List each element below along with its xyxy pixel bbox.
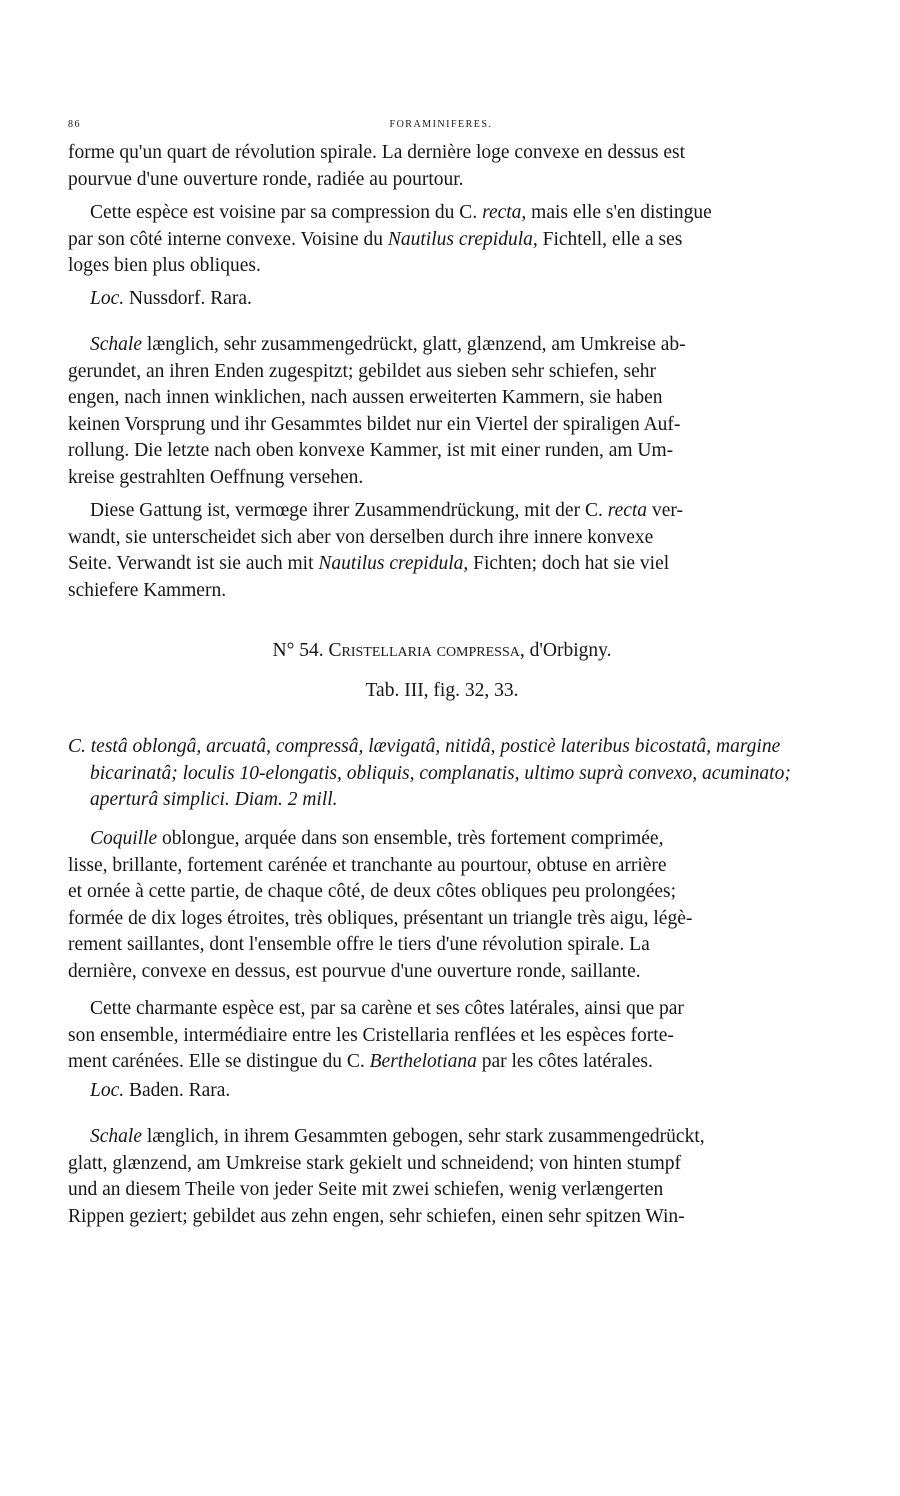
text-line: Coquille oblongue, arquée dans son ensemble, très fortement comprimée, [90,828,664,849]
running-title: FORAMINIFERES. [389,119,493,130]
locality-line: Loc. Nussdorf. Rara. [90,288,252,309]
text-line: Schale længlich, sehr zusammengedrückt, glatt, glænzend, am Umkreise ab- [90,334,686,355]
paragraph-fr-continued [68,140,816,193]
text-line: Seite. Verwandt ist sie auch mit Nautilus crepidula, Fichten; doch hat sie viel [68,553,670,575]
text-line: rement saillantes, dont l'ensemble offre le tiers d'une révolution spirale. La [68,934,650,956]
species-heading: N° 54. Cristellaria compressa, d'Orbigny. [272,640,612,661]
text-line: dernière, convexe en dessus, est pourvue d'une ouverture ronde, saillante. [68,960,641,982]
text-line: Diese Gattung ist, vermœge ihrer Zusammendrückung, mit der C. recta ver- [90,500,683,521]
plate-reference: Tab. III, fig. 32, 33. [365,680,519,701]
locality-line: Loc. Baden. Rara. [90,1080,231,1101]
text-line: kreise gestrahlten Oeffnung versehen. [68,466,364,488]
text-line: C. testâ oblongâ, arcuatâ, compressâ, lævigatâ, nitidâ, posticè lateribus bicostatâ, margine [68,736,781,757]
text-line: glatt, glænzend, am Umkreise stark gekielt und schneidend; von hinten stumpf [68,1152,682,1174]
text-line: par son côté interne convexe. Voisine du Nautilus crepidula, Fichtell, elle a ses [68,228,683,250]
text-line: rollung. Die letzte nach oben konvexe Kammer, ist mit einer runden, am Um- [68,440,674,462]
latin-diagnosis [68,734,816,814]
text-line: ment carénées. Elle se distingue du C. Berthelotiana par les côtes latérales. [68,1051,653,1073]
text-line: aperturâ simplici. Diam. 2 mill. [90,789,338,811]
species-name: Cristellaria compressa [328,640,520,661]
text-line: et ornée à cette partie, de chaque côté, de deux côtes obliques peu prolongées; [68,881,677,903]
paragraph-fr-remarks [68,996,816,1076]
text-line: und an diesem Theile von jeder Seite mit zwei schiefen, wenig verlængerten [68,1179,664,1201]
text-line: schiefere Kammern. [68,579,227,601]
text-line: formée de dix loges étroites, très obliques, présentant un triangle très aigu, légè- [68,907,693,929]
text-line: engen, nach innen winklichen, nach aussen erweiterten Kammern, sie haben [68,387,663,409]
paragraph-de-description [68,332,816,492]
paragraph-fr-description [68,826,816,986]
page-header [68,119,814,135]
text-line: forme qu'un quart de révolution spirale. La dernière loge convexe en dessus est [68,142,686,163]
page-number: 86 [68,119,81,130]
text-line: wandt, sie unterscheidet sich aber von derselben durch ihre innere konvexe [68,526,654,548]
text-line: Schale længlich, in ihrem Gesammten gebogen, sehr stark zusammengedrückt, [90,1126,705,1147]
text-line: pourvue d'une ouverture ronde, radiée au pourtour. [68,168,464,190]
text-line: loges bien plus obliques. [68,255,261,277]
paragraph-fr-comparison [68,200,816,280]
text-line: Cette espèce est voisine par sa compression du C. recta, mais elle s'en distingue [90,202,712,223]
text-line: lisse, brillante, fortement carénée et tranchante au pourtour, obtuse en arrière [68,854,667,876]
text-line: keinen Vorsprung und ihr Gesammtes bildet nur ein Viertel der spiraligen Auf- [68,413,681,435]
paragraph-de-description-2 [68,1124,816,1230]
paragraph-de-comparison [68,498,816,604]
text-line: Rippen geziert; gebildet aus zehn engen, sehr schiefen, einen sehr spitzen Win- [68,1205,685,1227]
text-line: Cette charmante espèce est, par sa carène et ses côtes latérales, ainsi que par [90,998,684,1019]
text-line: son ensemble, intermédiaire entre les Cristellaria renflées et les espèces forte- [68,1024,674,1046]
text-line: gerundet, an ihren Enden zugespitzt; gebildet aus sieben sehr schiefen, sehr [68,360,657,382]
text-line: bicarinatâ; loculis 10-elongatis, obliquis, complanatis, ultimo suprà convexo, acuminato; [90,762,791,784]
